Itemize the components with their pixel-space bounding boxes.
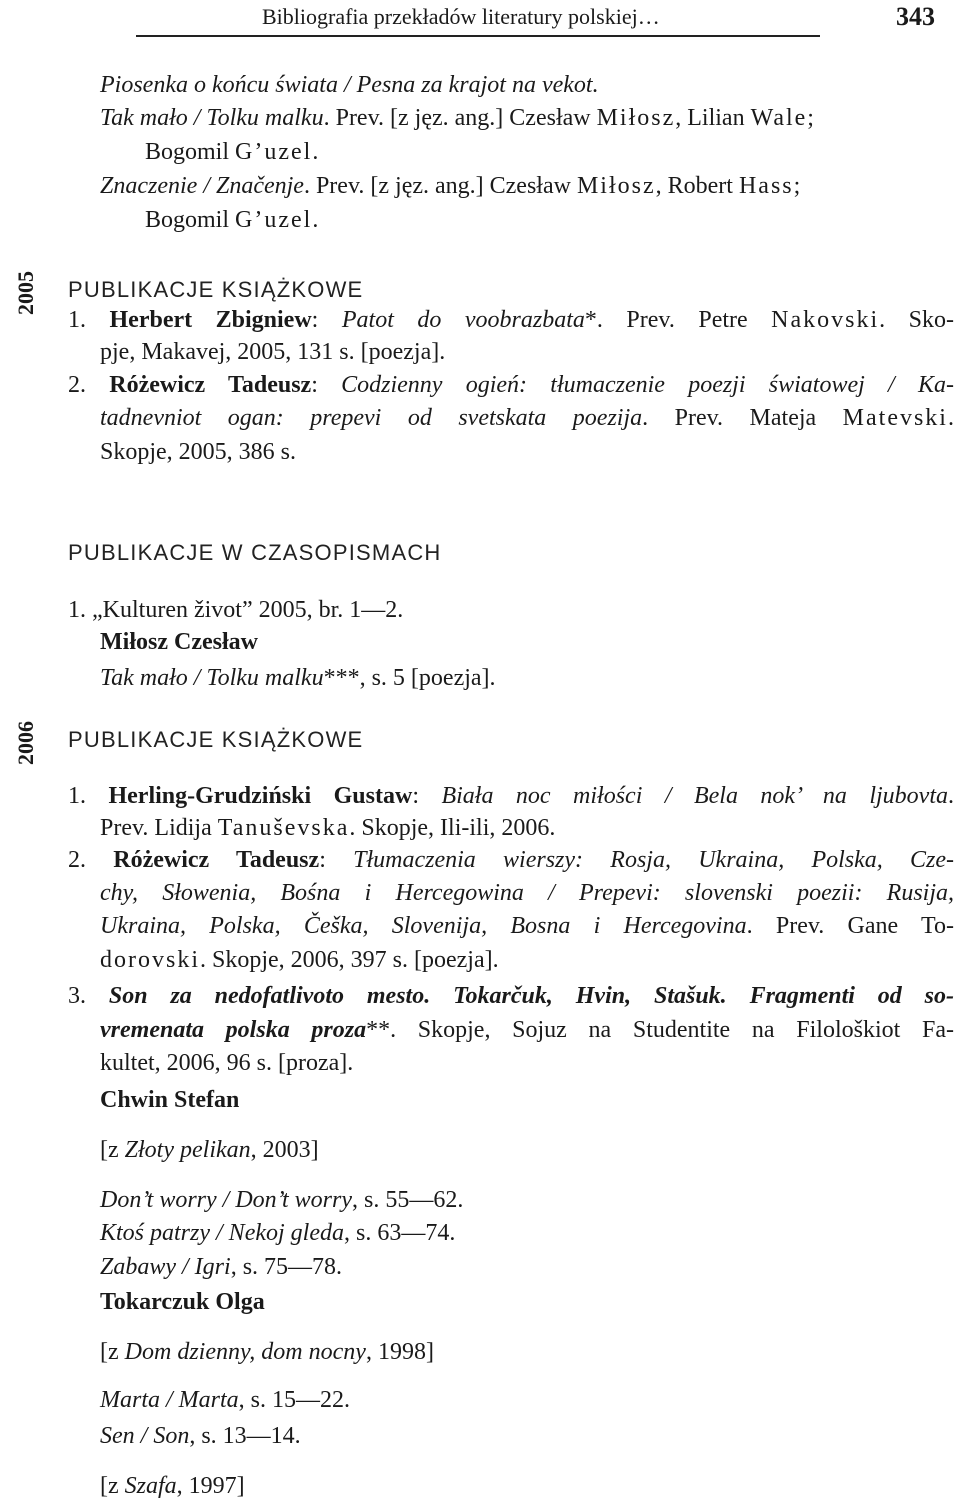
text-segment: Prev. Lidija (100, 815, 218, 841)
text-segment: , s. 55—62. (352, 1187, 464, 1213)
text-segment: . Prev. Mateja (642, 405, 843, 431)
text-segment: , Lilian (675, 105, 751, 131)
text-line (100, 1471, 245, 1501)
text-line (100, 103, 814, 133)
header-rule (136, 35, 820, 37)
text-segment: , s. 63—74. (343, 1220, 456, 1246)
text-line (68, 981, 954, 1011)
text-line (100, 1421, 301, 1451)
running-header-title: Bibliografia przekładów literatury polskiej… (262, 4, 660, 29)
text-segment: Tak mało / Tolku malku (100, 105, 324, 131)
text-segment: . Prev. Gane To- (746, 913, 954, 939)
text-line (100, 1337, 434, 1367)
text-segment: . Skopje, Ili-ili, 2006. (349, 815, 556, 841)
text-segment: tadnevniot ogan: prepevi od svetskata poezija (100, 405, 643, 431)
text-segment: ***, s. 5 [poezja]. (323, 665, 496, 691)
text-segment: kultet, 2006, 96 s. [proza]. (100, 1050, 354, 1076)
text-line (100, 1218, 455, 1248)
text-segment: Wale (750, 105, 808, 131)
text-line (100, 1015, 954, 1045)
text-line (68, 781, 954, 811)
section-heading: PUBLIKACJE KSIĄŻKOWE (68, 727, 364, 752)
text-line (100, 1135, 319, 1165)
author-name: Chwin Stefan (100, 1087, 240, 1113)
text-segment: pje, Makavej, 2005, 131 s. [poezja]. (100, 339, 446, 365)
text-segment: Don’t worry / Don’t worry (100, 1187, 353, 1213)
author-name: Różewicz Tadeusz (109, 372, 312, 398)
text-segment: 2. (68, 372, 110, 398)
text-segment: Tanuševska (217, 815, 350, 841)
text-line (68, 538, 442, 568)
text-line (100, 1185, 463, 1215)
text-segment: G’uzel (235, 207, 313, 233)
text-segment: , 1998] (365, 1339, 434, 1365)
text-segment: . (312, 139, 319, 165)
text-segment: 2. (68, 847, 114, 873)
text-segment: [z (100, 1339, 125, 1365)
text-segment: 1. (68, 783, 109, 809)
text-line (100, 1385, 350, 1415)
text-segment: Patot do voobrazbata (341, 307, 585, 333)
text-segment: . Prev. [z jęz. ang.] Czesław (323, 105, 597, 131)
text-segment: [z (100, 1137, 125, 1163)
text-segment: Tak mało / Tolku malku (100, 665, 324, 691)
text-segment: Ktoś patrzy / Nekoj gleda (100, 1220, 344, 1246)
text-line (68, 305, 954, 335)
text-segment: . Skopje, 2006, 397 s. [poezja]. (200, 947, 499, 973)
text-line (68, 595, 403, 625)
year-label-2006: 2006 (13, 721, 38, 765)
text-line (100, 911, 954, 941)
text-segment: Znaczenie / Značenje (100, 173, 304, 199)
text-line (145, 205, 318, 235)
text-segment: **. Skopje, Sojuz na Studentite na Filološkiot Fa- (366, 1017, 954, 1043)
text-segment: Piosenka o końcu świata / Pesna za krajot na vekot. (100, 72, 599, 98)
text-segment: 1. „Kulturen život” 2005, br. 1—2. (68, 597, 404, 623)
text-line (145, 137, 318, 167)
section-heading: PUBLIKACJE W CZASOPISMACH (68, 540, 442, 565)
text-segment: Złoty pelikan (124, 1137, 251, 1163)
text-segment: , s. 75—78. (230, 1254, 343, 1280)
text-line (100, 1048, 353, 1078)
text-segment: , Robert (655, 173, 739, 199)
text-segment: Codzienny ogień: tłumaczenie poezji światowej / Ka- (341, 372, 954, 398)
text-line (100, 663, 496, 693)
text-line (100, 437, 296, 467)
text-segment: : (319, 847, 354, 873)
text-line (100, 1085, 239, 1115)
text-segment: . (947, 405, 954, 431)
text-segment: Tłumaczenia wierszy: Rosja, Ukraina, Polska, Cze- (353, 847, 955, 873)
text-segment: Szafa (124, 1473, 177, 1499)
text-segment: Biała noc miłości / Bela nok’ na ljubovta (441, 783, 948, 809)
text-line (100, 878, 954, 908)
text-segment: . Prev. [z jęz. ang.] Czesław (303, 173, 577, 199)
text-segment: : (412, 783, 442, 809)
text-segment: Miłosz (596, 105, 676, 131)
text-segment: Dom dzienny, dom nocny (124, 1339, 366, 1365)
text-segment: Son za nedofatlivoto mesto. Tokarčuk, Hvin, Stašuk. Fragmenti od so- (108, 983, 955, 1009)
text-line (100, 1287, 265, 1317)
text-line (68, 370, 954, 400)
text-line (100, 1252, 342, 1282)
author-name: Herling-Grudziński Gustaw (108, 783, 413, 809)
text-segment: , 2003] (250, 1137, 319, 1163)
text-segment: Bogomil (145, 139, 236, 165)
text-segment: Marta / Marta (100, 1387, 239, 1413)
text-segment: Hass (738, 173, 794, 199)
text-segment: : (311, 307, 342, 333)
text-line (68, 275, 363, 305)
text-segment: [z (100, 1473, 125, 1499)
text-segment: vremenata polska proza (100, 1017, 367, 1043)
text-segment: Sen / Son (100, 1423, 190, 1449)
author-name: Tokarczuk Olga (100, 1289, 265, 1315)
text-line (100, 337, 445, 367)
text-segment: : (311, 372, 342, 398)
text-segment: ; (793, 173, 801, 199)
text-segment: chy, Słowenia, Bośna i Hercegowina / Prepevi: slovenski poezii: Rusija, (100, 880, 954, 906)
text-segment: Skopje, 2005, 386 s. (100, 439, 297, 465)
text-segment: , s. 13—14. (189, 1423, 301, 1449)
text-segment: . (948, 783, 954, 809)
text-segment: . (312, 207, 319, 233)
text-line (100, 171, 800, 201)
text-segment: Nakovski (771, 307, 880, 333)
author-name: Miłosz Czesław (100, 629, 258, 655)
text-segment: Bogomil (145, 207, 236, 233)
text-line (100, 70, 599, 100)
text-segment: , s. 15—22. (238, 1387, 351, 1413)
author-name: Różewicz Tadeusz (113, 847, 320, 873)
text-line (100, 813, 555, 843)
text-segment: G’uzel (235, 139, 313, 165)
text-segment: Matevski (842, 405, 948, 431)
text-segment: 1. (68, 307, 110, 333)
text-line (100, 403, 954, 433)
text-line (100, 627, 258, 657)
text-segment: , 1997] (176, 1473, 245, 1499)
text-segment: dorovski (100, 947, 200, 973)
section-heading: PUBLIKACJE KSIĄŻKOWE (68, 277, 364, 302)
text-segment: *. Prev. Petre (584, 307, 772, 333)
text-segment: Miłosz (576, 173, 656, 199)
text-segment: Ukraina, Polska, Češka, Slovenija, Bosna i Hercegovina (100, 913, 747, 939)
text-segment: Zabawy / Igri (100, 1254, 231, 1280)
text-segment: . Sko- (879, 307, 955, 333)
year-label-2005: 2005 (13, 271, 38, 315)
page-number: 343 (896, 2, 935, 31)
text-segment: ; (807, 105, 814, 131)
text-segment: 3. (68, 983, 109, 1009)
author-name: Herbert Zbigniew (109, 307, 312, 333)
text-line (100, 945, 499, 975)
text-line (68, 845, 954, 875)
text-line (68, 725, 363, 755)
